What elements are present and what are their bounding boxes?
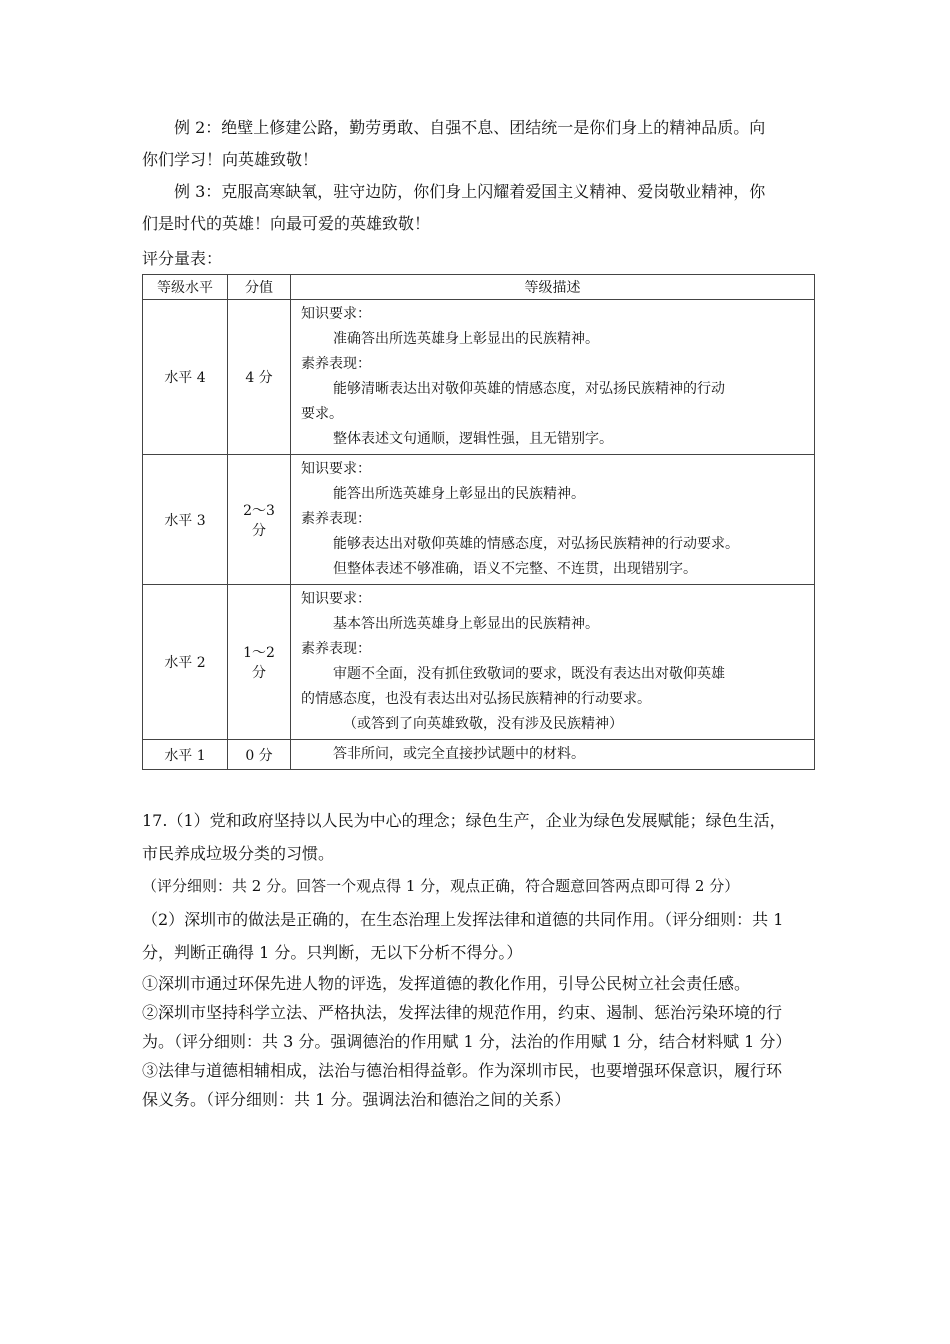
- description-cell: [291, 585, 815, 740]
- example-2-line2: 你们学习！向英雄致敬！: [142, 150, 319, 169]
- level-cell: 水平 1: [143, 740, 228, 770]
- score-line1: 1～2: [243, 645, 275, 661]
- table-row: [143, 740, 815, 770]
- answer-section: [142, 804, 818, 1114]
- q17-1-scoring-rule: （评分细则：共 2 分。回答一个观点得 1 分，观点正确，符合题意回答两点即可得 2 分）: [142, 877, 740, 895]
- point-3-line1: ③法律与道德相辅相成，法治与德治相得益彰。作为深圳市民，也要增强环保意识，履行环: [142, 1061, 783, 1080]
- competency-label: 素养表现：: [301, 356, 371, 372]
- rubric-table: [142, 274, 815, 770]
- competency-text-2: 整体表述文句通顺，逻辑性强，且无错别字。: [333, 431, 613, 447]
- knowledge-label: 知识要求：: [301, 461, 371, 477]
- table-header-row: [143, 275, 815, 300]
- competency-text: 能够清晰表达出对敬仰英雄的情感态度，对弘扬民族精神的行动: [333, 381, 725, 397]
- score-line1: 2～3: [243, 502, 275, 519]
- score-cell: [228, 585, 291, 740]
- q17-2-line2: 分，判断正确得 1 分。只判断，无以下分析不得分。）: [142, 943, 523, 962]
- knowledge-label: 知识要求：: [301, 306, 371, 322]
- header-level: 等级水平: [143, 275, 228, 300]
- point-1: ①深圳市通过环保先进人物的评选，发挥道德的教化作用，引导公民树立社会责任感。: [142, 974, 751, 993]
- score-line2: 分: [252, 522, 266, 539]
- table-row: [143, 585, 815, 740]
- point-3-line2: 保义务。（评分细则：共 1 分。强调法治和德治之间的关系）: [142, 1090, 571, 1109]
- score-cell: [228, 455, 291, 585]
- example-2: [142, 112, 818, 176]
- knowledge-label: 知识要求：: [301, 591, 371, 607]
- q17-1-line1: 17.（1）党和政府坚持以人民为中心的理念；绿色生产，企业为绿色发展赋能；绿色生活，: [142, 811, 786, 830]
- example-3: [142, 176, 818, 240]
- score-line2: 分: [252, 665, 266, 681]
- point-2-line1: ②深圳市坚持科学立法、严格执法，发挥法律的规范作用，约束、遏制、惩治污染环境的行: [142, 1003, 783, 1022]
- level-cell: 水平 4: [143, 300, 228, 455]
- competency-label: 素养表现：: [301, 511, 371, 527]
- level-cell: 水平 2: [143, 585, 228, 740]
- description-cell: [291, 455, 815, 585]
- knowledge-text: 基本答出所选英雄身上彰显出的民族精神。: [333, 616, 599, 632]
- table-row: [143, 455, 815, 585]
- header-description: 等级描述: [291, 275, 815, 300]
- q17-2-line1: （2）深圳市的做法是正确的，在生态治理上发挥法律和道德的共同作用。（评分细则：共 1: [142, 910, 784, 929]
- description-cell: [291, 740, 815, 770]
- example-3-line1: 例 3：克服高寒缺氧，驻守边防，你们身上闪耀着爱国主义精神、爱岗敬业精神，你: [174, 182, 766, 201]
- rubric-title: 评分量表：: [142, 249, 223, 268]
- competency-text: 审题不全面，没有抓住致敬词的要求，既没有表达出对敬仰英雄: [333, 666, 725, 682]
- q17-1-line2: 市民养成垃圾分类的习惯。: [142, 844, 335, 863]
- description-text: 答非所问，或完全直接抄试题中的材料。: [333, 746, 585, 762]
- example-3-line2: 们是时代的英雄！向最可爱的英雄致敬！: [142, 214, 431, 233]
- table-row: [143, 300, 815, 455]
- competency-text-2: （或答到了向英雄致敬，没有涉及民族精神）: [343, 716, 623, 732]
- example-2-line1: 例 2：绝壁上修建公路，勤劳勇敢、自强不息、团结统一是你们身上的精神品质。向: [174, 118, 766, 137]
- level-cell: 水平 3: [143, 455, 228, 585]
- competency-text-cont: 要求。: [301, 406, 343, 422]
- competency-text: 能够表达出对敬仰英雄的情感态度，对弘扬民族精神的行动要求。: [333, 536, 739, 552]
- knowledge-text: 准确答出所选英雄身上彰显出的民族精神。: [333, 331, 599, 347]
- score-cell: 0 分: [228, 740, 291, 770]
- competency-label: 素养表现：: [301, 641, 371, 657]
- point-2-line2: 为。（评分细则：共 3 分。强调德治的作用赋 1 分，法治的作用赋 1 分，结合材料赋 1 分）: [142, 1032, 792, 1051]
- description-cell: [291, 300, 815, 455]
- competency-text-2: 但整体表述不够准确，语义不完整、不连贯，出现错别字。: [333, 561, 697, 577]
- score-cell: 4 分: [228, 300, 291, 455]
- header-score: 分值: [228, 275, 291, 300]
- competency-text-cont: 的情感态度，也没有表达出对弘扬民族精神的行动要求。: [301, 691, 651, 707]
- document-page: [142, 112, 818, 1114]
- knowledge-text: 能答出所选英雄身上彰显出的民族精神。: [333, 486, 585, 502]
